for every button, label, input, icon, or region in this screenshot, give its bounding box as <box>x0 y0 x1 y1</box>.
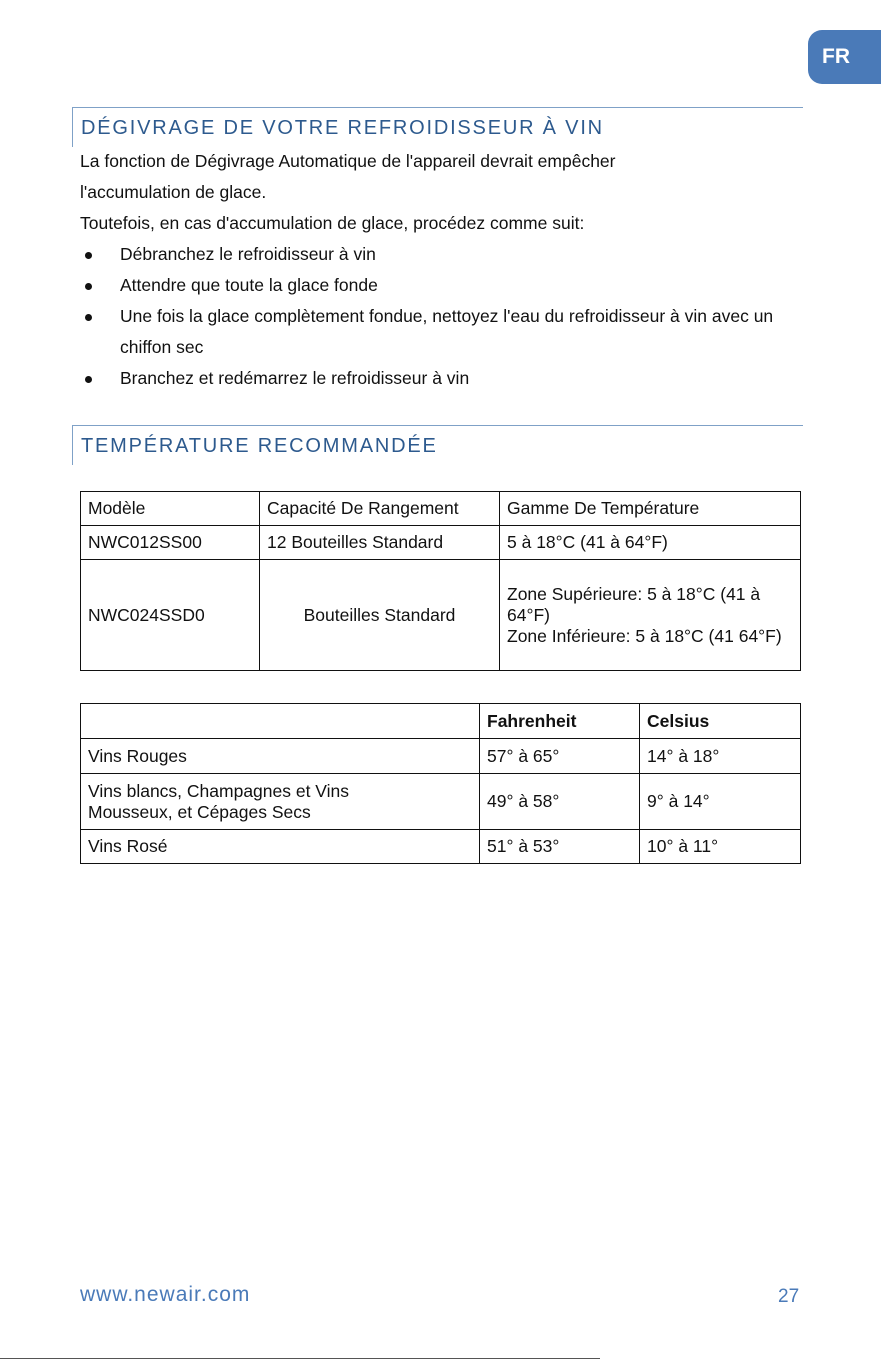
table-header-cell: Fahrenheit <box>480 704 640 739</box>
list-item-text: Branchez et redémarrez le refroidisseur à vin <box>120 368 470 388</box>
table-cell-wine: Vins Rosé <box>81 830 480 864</box>
table-cell-fahrenheit: 49° à 58° <box>480 774 640 830</box>
language-tab: FR <box>808 30 881 84</box>
table-header-row <box>81 704 801 739</box>
defrost-body <box>80 146 810 394</box>
section-temperature-title: TEMPÉRATURE RECOMMANDÉE <box>81 435 438 457</box>
bottom-divider <box>0 1358 600 1359</box>
list-item <box>80 270 810 301</box>
defrost-instruction: Toutefois, en cas d'accumulation de glace, procédez comme suit: <box>80 213 585 233</box>
list-item <box>80 301 800 363</box>
footer-website-link[interactable]: www.newair.com <box>80 1283 251 1306</box>
table-row <box>81 560 801 671</box>
list-item-text: Débranchez le refroidisseur à vin <box>120 244 376 264</box>
table-cell-wine: Vins blancs, Champagnes et Vins Mousseux, et Cépages Secs <box>81 774 480 830</box>
table-cell-fahrenheit: 51° à 53° <box>480 830 640 864</box>
list-item-text: Une fois la glace complètement fondue, nettoyez l'eau du refroidisseur à vin avec un chiffon sec <box>120 306 774 357</box>
defrost-intro: La fonction de Dégivrage Automatique de l'appareil devrait empêcher l'accumulation de glace. <box>80 151 616 202</box>
list-item <box>80 363 810 394</box>
table-header-row <box>81 492 801 526</box>
table-header-cell: Capacité De Rangement <box>260 492 500 526</box>
table-cell-range <box>500 560 801 671</box>
table-row <box>81 739 801 774</box>
table-cell-celsius: 14° à 18° <box>640 739 801 774</box>
table-cell-fahrenheit: 57° à 65° <box>480 739 640 774</box>
table-cell-capacity: Bouteilles Standard <box>260 560 500 671</box>
table-header-cell <box>81 704 480 739</box>
list-item-text: Attendre que toute la glace fonde <box>120 275 378 295</box>
list-item <box>80 239 810 270</box>
table-cell-model: NWC012SS00 <box>81 526 260 560</box>
range-upper-zone: Zone Supérieure: 5 à 18°C (41 à 64°F) <box>507 583 761 625</box>
wine-temperature-table <box>80 703 801 864</box>
table-row <box>81 526 801 560</box>
table-header-cell: Modèle <box>81 492 260 526</box>
table-header-cell: Gamme De Température <box>500 492 801 526</box>
bullet-icon <box>85 314 92 321</box>
section-defrost-header <box>72 107 803 147</box>
page-number: 27 <box>778 1286 800 1307</box>
table-cell-wine: Vins Rouges <box>81 739 480 774</box>
range-lower-zone: Zone Inférieure: 5 à 18°C (41 64°F) <box>507 625 782 646</box>
table-row <box>81 774 801 830</box>
section-defrost-title: DÉGIVRAGE DE VOTRE REFROIDISSEUR À VIN <box>81 117 604 139</box>
table-cell-celsius: 9° à 14° <box>640 774 801 830</box>
table-row <box>81 830 801 864</box>
section-temperature-header <box>72 425 803 465</box>
table-cell-range: 5 à 18°C (41 à 64°F) <box>500 526 801 560</box>
bullet-icon <box>85 376 92 383</box>
bullet-icon <box>85 283 92 290</box>
table-cell-model: NWC024SSD0 <box>81 560 260 671</box>
table-cell-celsius: 10° à 11° <box>640 830 801 864</box>
defrost-steps <box>80 239 810 394</box>
table-cell-capacity: 12 Bouteilles Standard <box>260 526 500 560</box>
table-header-cell: Celsius <box>640 704 801 739</box>
bullet-icon <box>85 252 92 259</box>
model-table <box>80 491 801 671</box>
